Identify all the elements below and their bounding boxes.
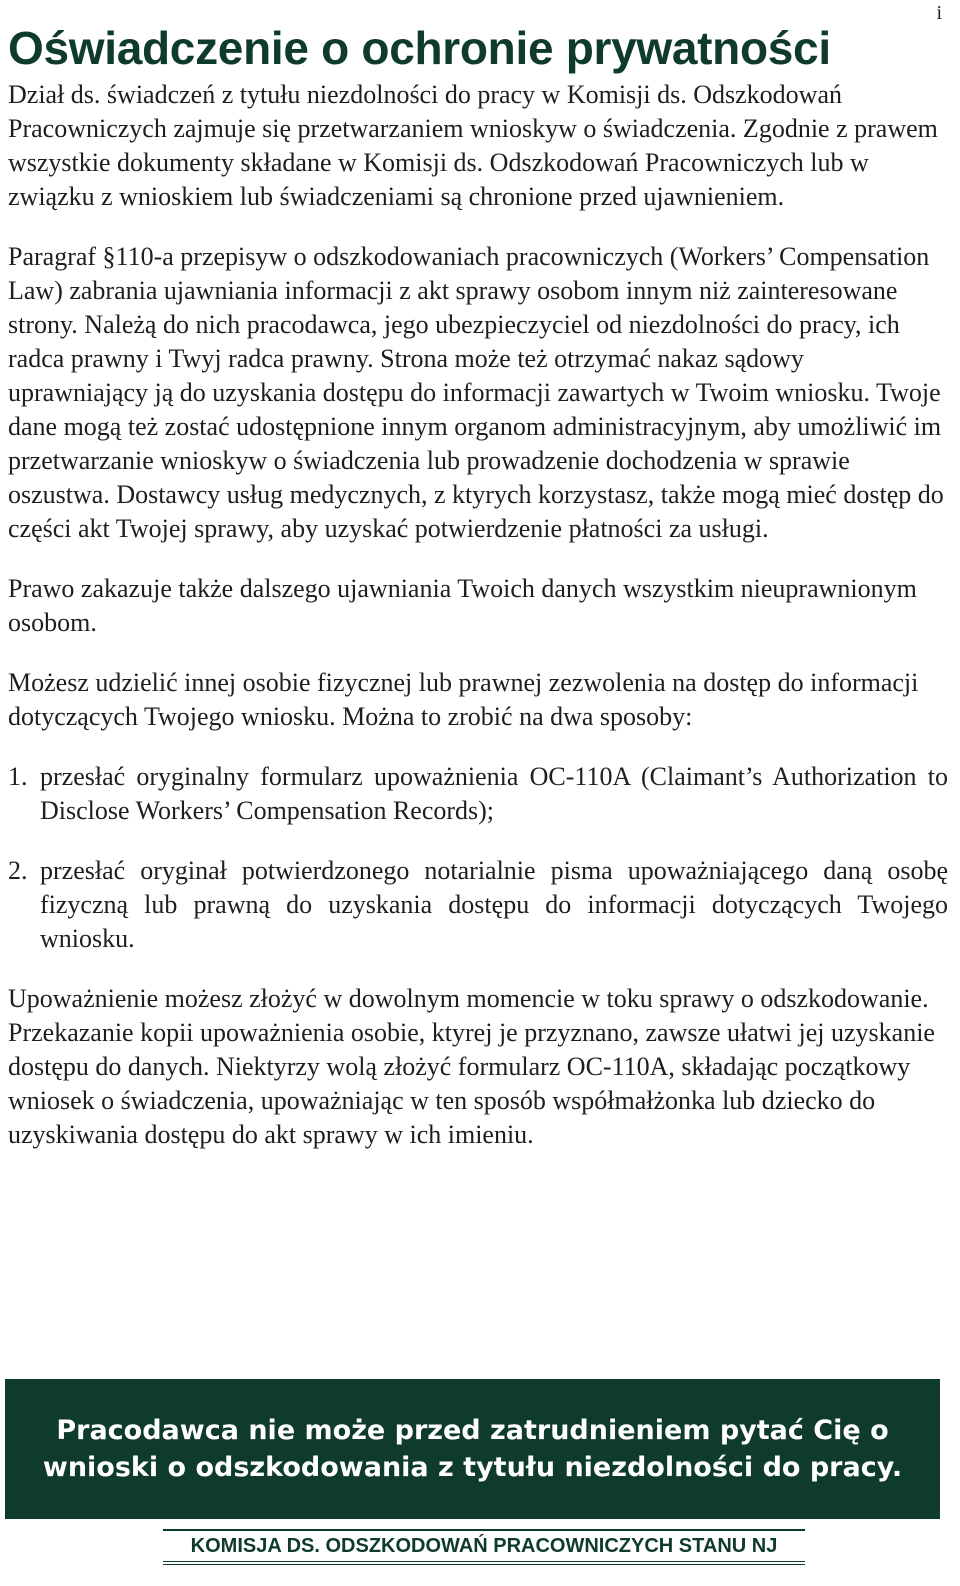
list-item-text: przesłać oryginał potwierdzonego notarialnie pisma upoważniającego daną osobę fizyczną lub prawną do uzyskania dostępu do informacji dotyczących Twojego wniosku. [40, 856, 948, 953]
list-item-text: przesłać oryginalny formularz upoważnienia OC-110A (Claimant’s Authorization to Disclose Workers’ Compensation Records); [40, 762, 948, 825]
list-item-number: 2. [8, 856, 28, 885]
list-item [8, 760, 948, 828]
footer-bottom-rule [163, 1561, 805, 1565]
paragraph-section-110a: Paragraf §110-a przepisyw o odszkodowaniach pracowniczych (Workers’ Compensation Law) zabrania ujawniania informacji z akt sprawy osobom innym niż zainteresowane strony. Należą do nich pracodawca, jego ubezpieczyciel od niezdolności do pracy, ich radca prawny i Twyj radca prawny. Strona może też otrzymać nakaz sądowy uprawniający ją do uzyskania dostępu do informacji zawartych w Twoim wniosku. Twoje dane mogą też zostać udostępnione innym organom administracyjnym, aby umożliwić im przetwarzanie wnioskyw o świadczenia lub prowadzenie dochodzenia w sprawie oszustwa. Dostawcy usług medycznych, z ktyrych korzystasz, także mogą mieć dostęp do części akt Twojej sprawy, aby uzyskać potwierdzenie płatności za usługi. [8, 242, 944, 543]
document-title: Oświadczenie o ochronie prywatności [8, 22, 831, 74]
notice-banner [5, 1379, 940, 1519]
footer [163, 1529, 805, 1565]
page-number: i [936, 2, 942, 24]
paragraph-authorization: Możesz udzielić innej osobie fizycznej lub prawnej zezwolenia na dostęp do informacji dotyczących Twojego wniosku. Można to zrobić na dwa sposoby: [8, 668, 919, 731]
intro-paragraph: Dział ds. świadczeń z tytułu niezdolności do pracy w Komisji ds. Odszkodowań Pracowniczych zajmuje się przetwarzaniem wnioskyw o świadczenia. Zgodnie z prawem wszystkie dokumenty składane w Komisji ds. Odszkodowań Pracowniczych lub w związku z wnioskiem lub świadczeniami są chronione przed ujawnieniem. [8, 80, 938, 211]
document-body [8, 78, 948, 1152]
paragraph-further-disclosure: Prawo zakazuje także dalszego ujawniania Twoich danych wszystkim nieuprawnionym osobom. [8, 574, 917, 637]
paragraph-closing: Upoważnienie możesz złożyć w dowolnym momencie w toku sprawy o odszkodowanie. Przekazanie kopii upoważnienia osobie, ktyrej je przyznano, zawsze ułatwi jej uzyskanie dostępu do danych. Niektyrzy wolą złożyć formularz OC-110A, składając początkowy wniosek o świadczenia, upoważniając w ten sposób współmałżonka lub dziecko do uzyskiwania dostępu do akt sprawy w ich imieniu. [8, 984, 935, 1149]
list-item [8, 854, 948, 956]
footer-agency-name: KOMISJA DS. ODSZKODOWAŃ PRACOWNICZYCH STANU NJ [190, 1535, 778, 1557]
list-item-number: 1. [8, 762, 28, 791]
notice-banner-text: Pracodawca nie może przed zatrudnieniem pytać Cię o wnioski o odszkodowania z tytułu niezdolności do pracy. [42, 1415, 903, 1483]
